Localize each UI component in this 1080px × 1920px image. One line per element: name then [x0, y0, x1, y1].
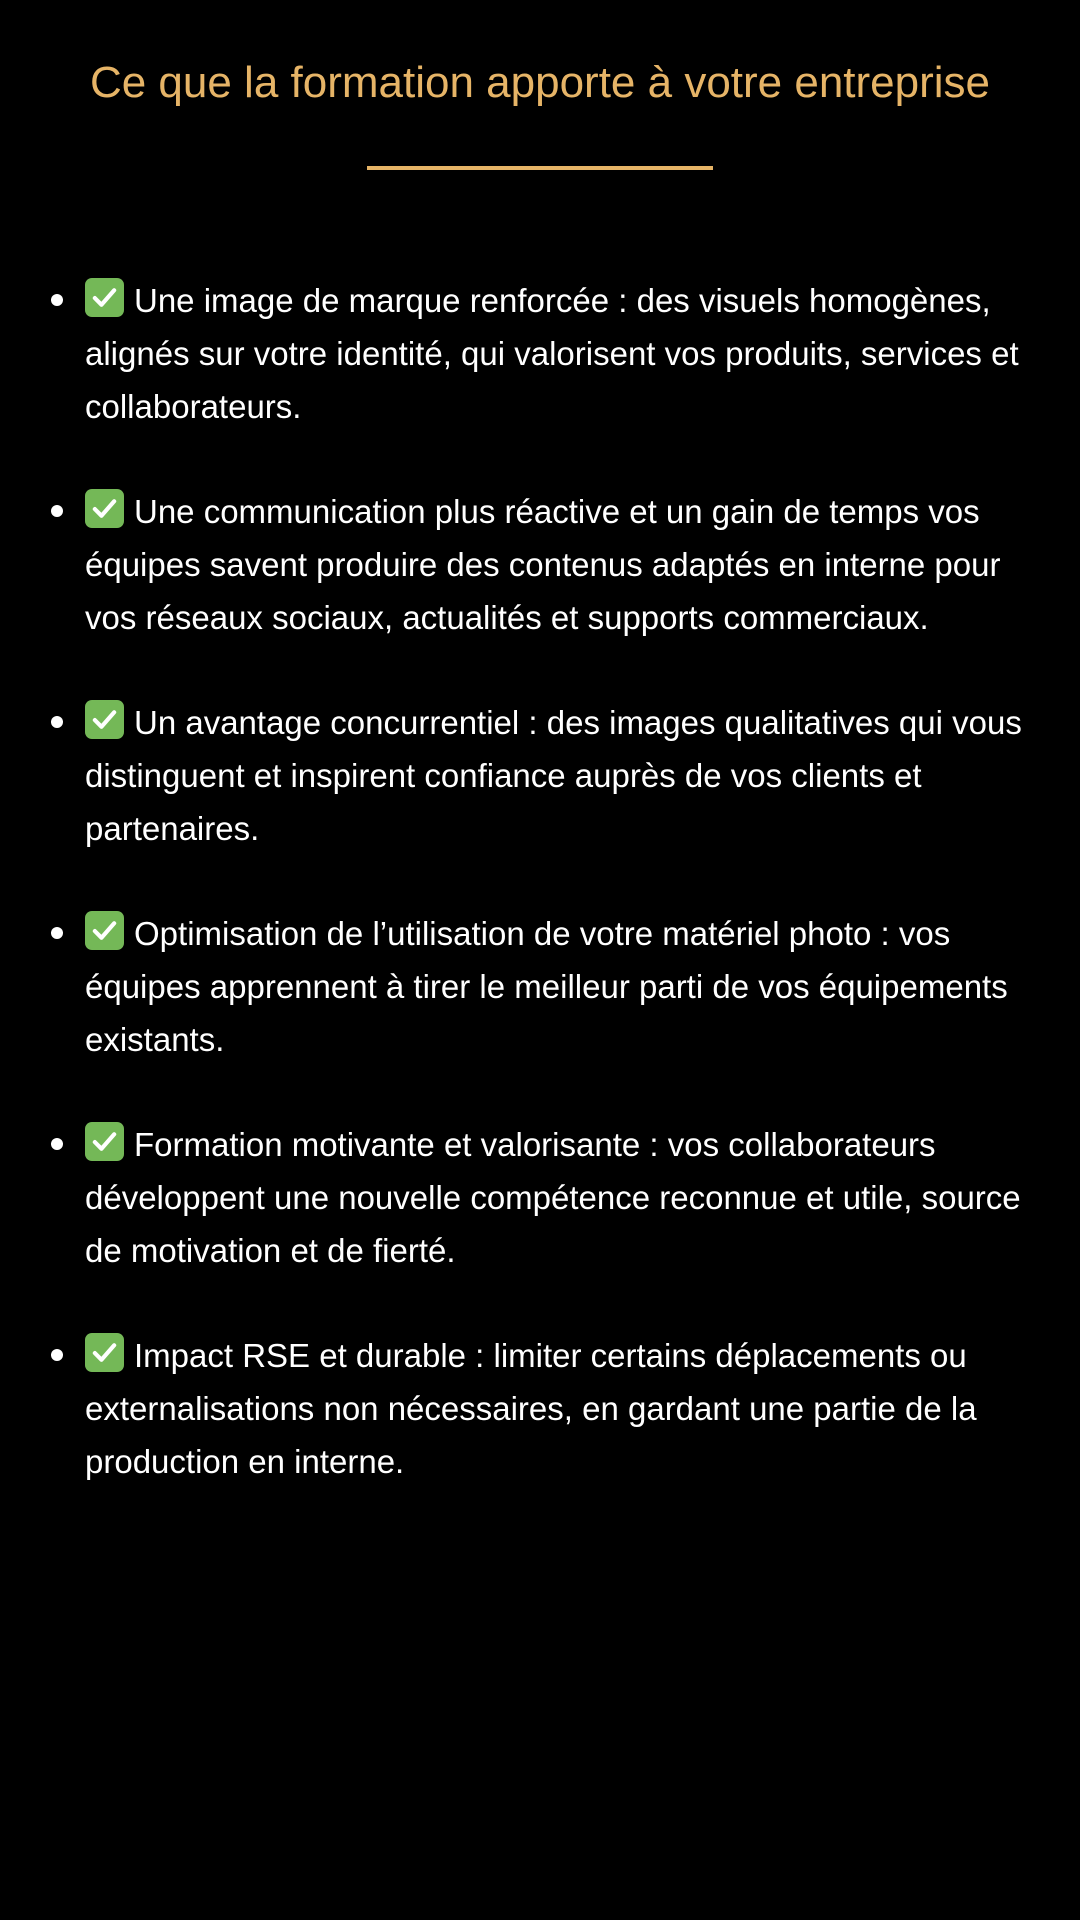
benefit-text: Optimisation de l’utilisation de votre matériel photo : vos équipes apprennent à tirer le meilleur parti de vos équipements existants.	[85, 915, 1008, 1058]
bullet-dot	[51, 505, 63, 517]
bullet-dot	[51, 1138, 63, 1150]
benefit-text: Une image de marque renforcée : des visuels homogènes, alignés sur votre identité, qui valorisent vos produits, services et collaborateurs.	[85, 282, 1019, 425]
list-item	[0, 907, 1080, 1066]
benefit-text: Impact RSE et durable : limiter certains déplacements ou externalisations non nécessaires, en gardant une partie de la production en interne.	[85, 1337, 977, 1480]
check-mark-icon	[85, 278, 124, 317]
title-underline	[367, 166, 713, 170]
benefit-text: Un avantage concurrentiel : des images qualitatives qui vous distinguent et inspirent confiance auprès de vos clients et partenaires.	[85, 704, 1022, 847]
bullet-dot	[51, 927, 63, 939]
check-mark-icon	[85, 1122, 124, 1161]
benefit-text: Une communication plus réactive et un gain de temps vos équipes savent produire des contenus adaptés en interne pour vos réseaux sociaux, actualités et supports commerciaux.	[85, 493, 1001, 636]
benefit-text: Formation motivante et valorisante : vos collaborateurs développent une nouvelle compétence reconnue et utile, source de motivation et de fierté.	[85, 1126, 1021, 1269]
check-mark-icon	[85, 1333, 124, 1372]
page-title: Ce que la formation apporte à votre entreprise	[89, 58, 991, 107]
check-mark-icon	[85, 700, 124, 739]
bullet-dot	[51, 294, 63, 306]
list-item	[0, 1329, 1080, 1488]
bullet-dot	[51, 1349, 63, 1361]
bullet-dot	[51, 716, 63, 728]
check-mark-icon	[85, 911, 124, 950]
list-item	[0, 1118, 1080, 1277]
check-mark-icon	[85, 489, 124, 528]
list-item	[0, 485, 1080, 644]
list-item	[0, 696, 1080, 855]
list-item	[0, 274, 1080, 433]
benefit-list	[0, 274, 1080, 1540]
